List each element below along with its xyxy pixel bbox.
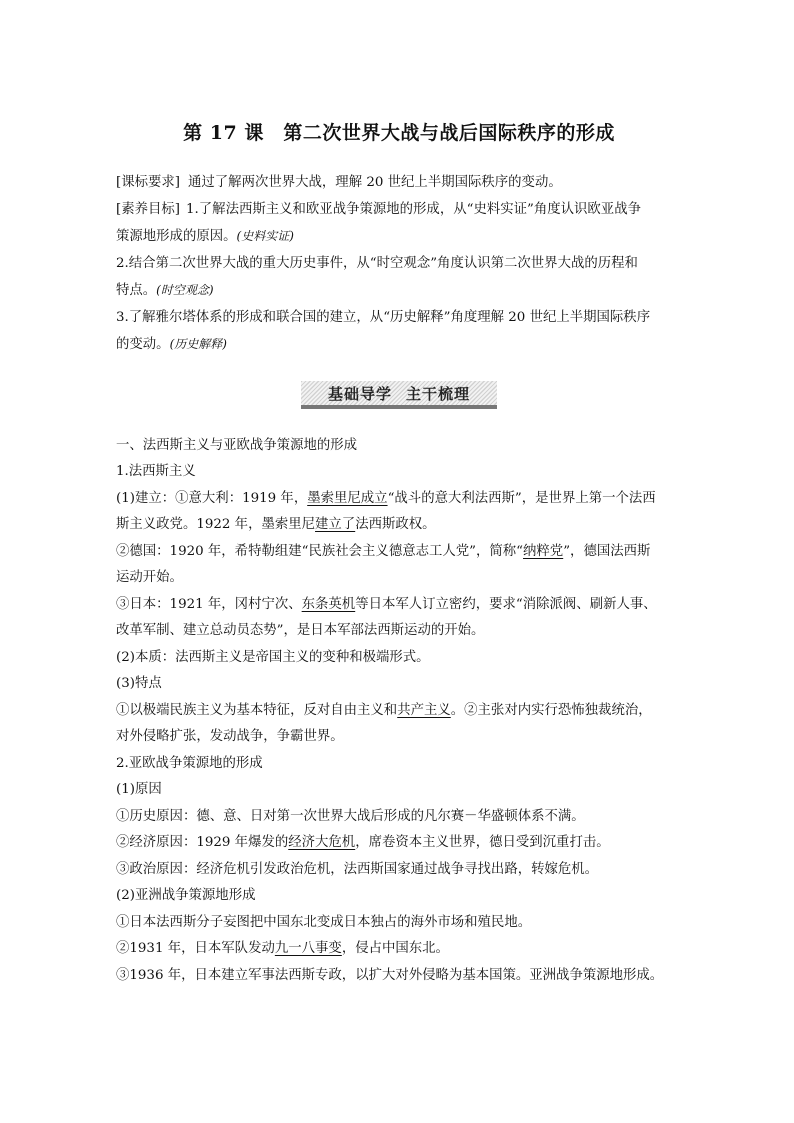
requirements-text: 通过了解两次世界大战，理解 20 世纪上半期国际秩序的变动。	[188, 175, 562, 190]
causes-heading: (1)原因	[116, 782, 162, 797]
features-text: ①以极端民族主义为基本特征，反对自由主义和	[116, 702, 398, 718]
keyword-established: 建立了	[315, 517, 356, 532]
goal-2-line-1	[116, 251, 682, 278]
establish-japan-text-2: 等日本军人订立密约，要求“消除派阀、刷新人事、	[355, 596, 657, 612]
asia-point-3: ③1936 年，日本建立军事法西斯专政，以扩大对外侵略为基本国策。亚洲战争策源地形成。	[116, 967, 664, 983]
goal-1-line-2	[116, 223, 682, 251]
keyword-tojo: 东条英机	[301, 596, 356, 612]
cause-historical: ①历史原因：德、意、日对第一次世界大战后形成的凡尔赛－华盛顿体系不满。	[116, 808, 585, 824]
goal-2-line-2	[116, 277, 682, 305]
goal-1-tag: (史料实证)	[236, 229, 294, 243]
establish-italy-text-4: 法西斯政权。	[355, 517, 436, 532]
establish-line-1	[116, 486, 682, 513]
cause-economic-text-2: ，席卷资本主义世界，德日受到沉重打击。	[355, 835, 610, 850]
establish-line-5	[116, 592, 682, 619]
asia-point-2	[116, 936, 682, 963]
essence-line: (2)本质：法西斯主义是帝国主义的变种和极端形式。	[116, 649, 430, 665]
goal-1-text: 1.了解法西斯主义和欧亚战争策源地的形成，从“史料实证”角度认识欧亚战争	[186, 201, 641, 217]
cause-political: ③政治原因：经济危机引发政治危机，法西斯国家通过战争寻找出路，转嫁危机。	[116, 861, 599, 877]
section-banner	[301, 381, 497, 409]
section-banner-wrap	[116, 381, 682, 411]
features-line-2: 对外侵略扩张，发动战争，争霸世界。	[116, 729, 344, 744]
cause-economic	[116, 830, 682, 857]
subsection-fascism-heading: 1.法西斯主义	[116, 464, 196, 479]
document-page	[116, 118, 682, 989]
goal-3-line-2	[116, 331, 682, 359]
requirements-line	[116, 170, 682, 197]
cause-economic-text: ②经济原因：1929 年爆发的	[116, 835, 289, 850]
banner-left-text: 基础导学	[327, 384, 392, 403]
goal-2-text-cont: 特点。	[116, 283, 157, 298]
keyword-mussolini: 墨索里尼成立	[307, 490, 388, 506]
establish-italy-text-3: 斯主义政党。1922 年，墨索里尼	[116, 517, 316, 532]
goal-3-text-cont: 的变动。	[116, 337, 170, 352]
goal-1-text-cont: 策源地形成的原因。	[116, 229, 237, 244]
establish-line-6: 改革军制、建立总动员态势”，是日本军部法西斯运动的开始。	[116, 623, 485, 638]
establish-germany-text: ②德国：1920 年，希特勒组建“民族社会主义德意志工人党”，简称“	[116, 543, 524, 559]
asia-heading: (2)亚洲战争策源地形成	[116, 888, 256, 903]
asia-point-2-text-2: ，侵占中国东北。	[341, 941, 449, 956]
features-heading: (3)特点	[116, 676, 162, 691]
features-text-2: 。②主张对内实行恐怖独裁统治，	[450, 702, 652, 718]
keyword-mukden-incident: 九一八事变	[274, 941, 342, 956]
goal-3-tag: (历史解释)	[169, 337, 227, 351]
goal-1-line-1	[116, 197, 682, 224]
keyword-communism: 共产主义	[397, 702, 451, 718]
goal-3-line-1	[116, 305, 682, 332]
keyword-great-depression: 经济大危机	[288, 835, 356, 850]
lesson-title: 第 17 课 第二次世界大战与战后国际秩序的形成	[183, 122, 615, 144]
banner-right-text: 主干梳理	[406, 384, 471, 403]
establish-germany-text-2: ”，德国法西斯	[563, 543, 651, 559]
banner-title	[301, 381, 497, 407]
requirements-label: [课标要求]	[116, 175, 181, 190]
establish-italy-text: (1)建立：①意大利：1919 年，	[116, 490, 308, 506]
goal-2-text: 2.结合第二次世界大战的重大历史事件，从“时空观念”角度认识第二次世界大战的历程和	[116, 255, 638, 271]
asia-point-1: ①日本法西斯分子妄图把中国东北变成日本独占的海外市场和殖民地。	[116, 914, 532, 930]
section-1-heading: 一、法西斯主义与亚欧战争策源地的形成	[116, 437, 358, 453]
subsection-war-sources-heading: 2.亚欧战争策源地的形成	[116, 755, 263, 771]
goal-3-text: 3.了解雅尔塔体系的形成和联合国的建立，从“历史解释”角度理解 20 世纪上半期国际秩序	[116, 309, 651, 325]
establish-japan-text: ③日本：1921 年，冈村宁次、	[116, 596, 302, 612]
establish-line-4: 运动开始。	[116, 570, 183, 585]
establish-line-3	[116, 539, 682, 566]
goals-label: [素养目标]	[116, 201, 181, 217]
establish-italy-text-2: “战斗的意大利法西斯”，是世界上第一个法西	[387, 490, 656, 506]
establish-line-2	[116, 512, 682, 539]
goal-2-tag: (时空观念)	[156, 283, 214, 297]
features-line-1	[116, 698, 682, 725]
keyword-nazi-party: 纳粹党	[523, 543, 564, 559]
asia-point-2-text: ②1931 年，日本军队发动	[116, 941, 275, 956]
